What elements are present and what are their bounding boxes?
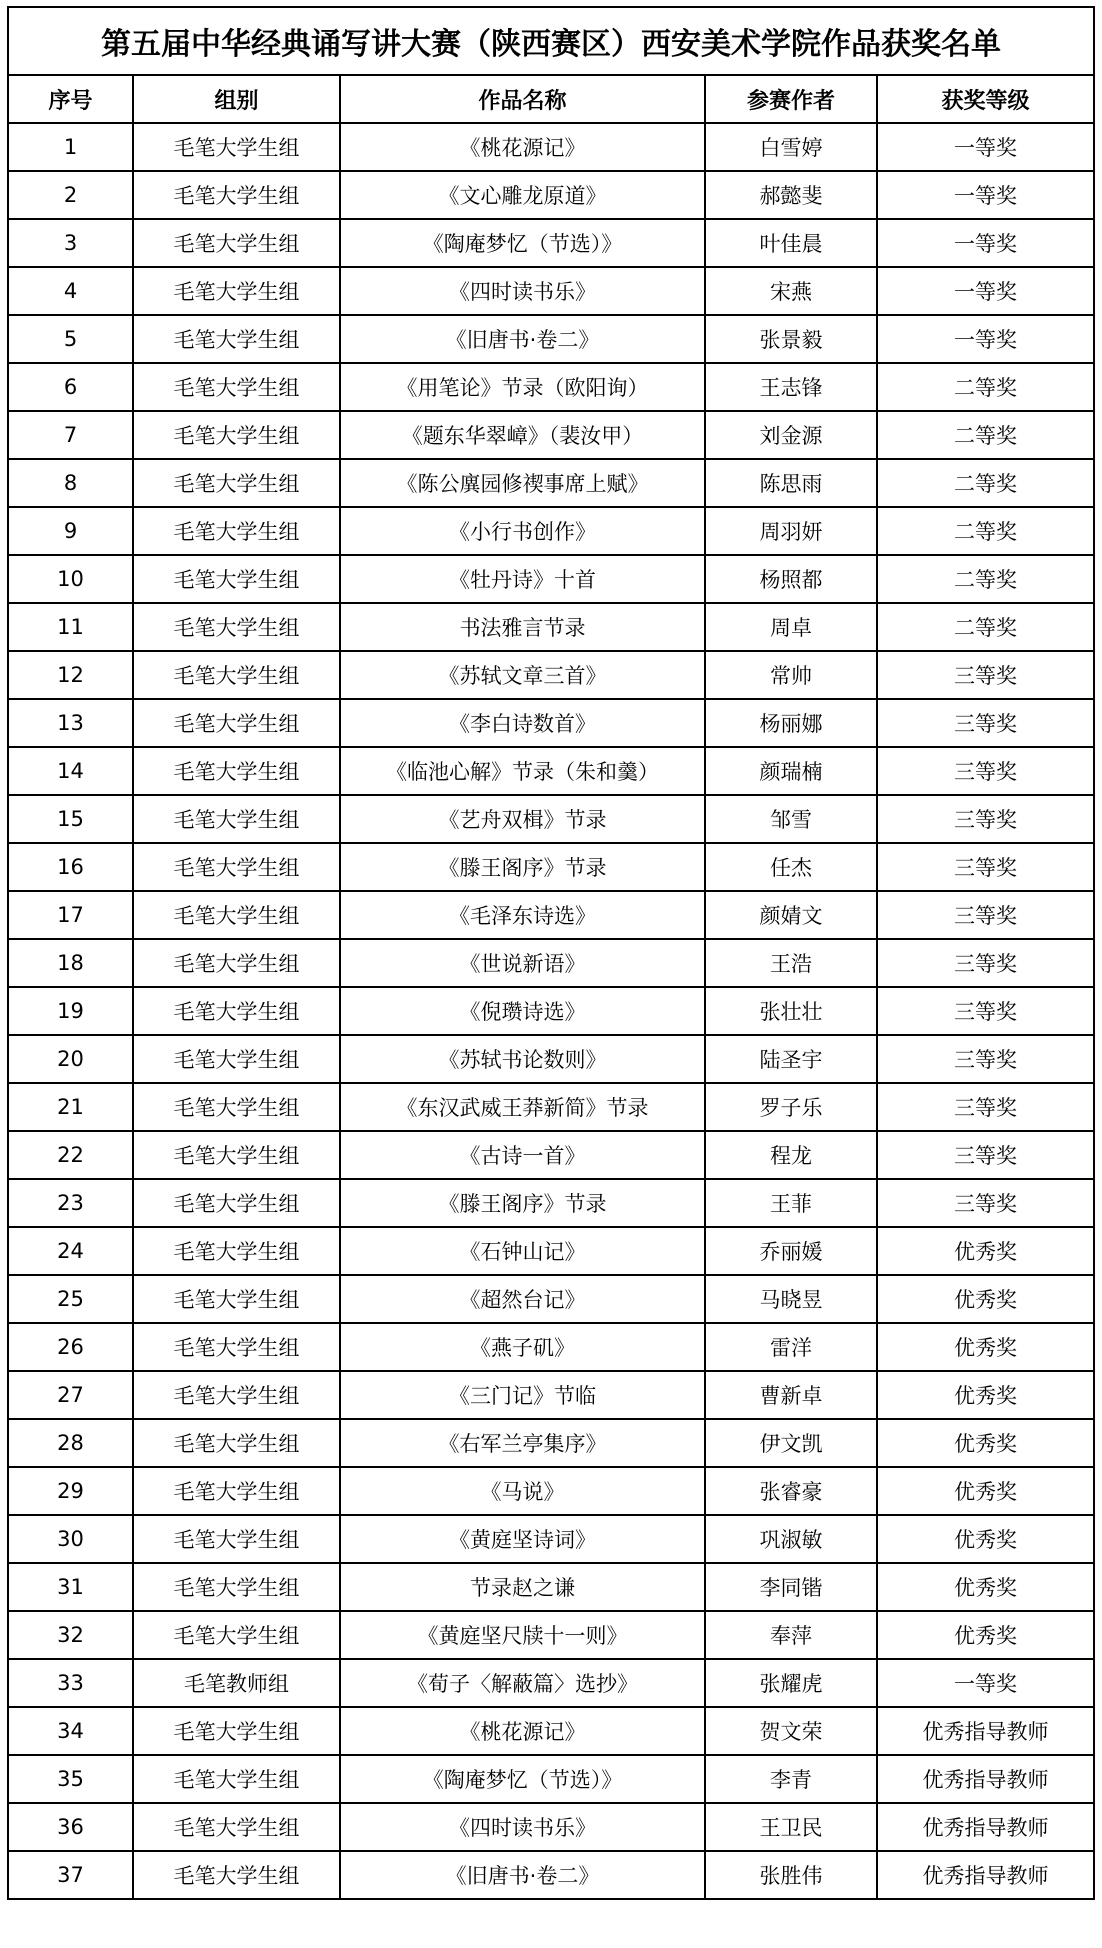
header-index: 序号 — [8, 75, 133, 123]
cell-index: 24 — [8, 1227, 133, 1275]
cell-award-level: 三等奖 — [877, 747, 1094, 795]
cell-award-level: 三等奖 — [877, 1179, 1094, 1227]
cell-group: 毛笔大学生组 — [133, 1275, 340, 1323]
cell-work-title: 《荀子〈解蔽篇〉选抄》 — [340, 1659, 705, 1707]
table-row — [8, 507, 1094, 555]
table-row — [8, 1563, 1094, 1611]
cell-group: 毛笔大学生组 — [133, 1467, 340, 1515]
cell-author: 伊文凯 — [705, 1419, 877, 1467]
award-table — [7, 6, 1095, 1900]
cell-group: 毛笔大学生组 — [133, 1227, 340, 1275]
cell-index: 13 — [8, 699, 133, 747]
cell-index: 27 — [8, 1371, 133, 1419]
cell-index: 25 — [8, 1275, 133, 1323]
table-row — [8, 1275, 1094, 1323]
cell-index: 20 — [8, 1035, 133, 1083]
cell-award-level: 三等奖 — [877, 843, 1094, 891]
table-row — [8, 1227, 1094, 1275]
cell-group: 毛笔大学生组 — [133, 507, 340, 555]
cell-award-level: 三等奖 — [877, 939, 1094, 987]
table-row — [8, 939, 1094, 987]
cell-award-level: 三等奖 — [877, 795, 1094, 843]
table-row — [8, 1611, 1094, 1659]
cell-author: 马晓昱 — [705, 1275, 877, 1323]
cell-group: 毛笔大学生组 — [133, 603, 340, 651]
cell-award-level: 二等奖 — [877, 603, 1094, 651]
cell-author: 雷洋 — [705, 1323, 877, 1371]
cell-group: 毛笔大学生组 — [133, 315, 340, 363]
cell-work-title: 《桃花源记》 — [340, 1707, 705, 1755]
cell-work-title: 《桃花源记》 — [340, 123, 705, 171]
cell-group: 毛笔大学生组 — [133, 555, 340, 603]
cell-work-title: 《陈公廙园修禊事席上赋》 — [340, 459, 705, 507]
header-author: 参赛作者 — [705, 75, 877, 123]
table-row — [8, 1035, 1094, 1083]
cell-author: 张耀虎 — [705, 1659, 877, 1707]
cell-group: 毛笔大学生组 — [133, 1131, 340, 1179]
cell-author: 程龙 — [705, 1131, 877, 1179]
cell-award-level: 优秀指导教师 — [877, 1851, 1094, 1899]
cell-index: 9 — [8, 507, 133, 555]
cell-index: 31 — [8, 1563, 133, 1611]
table-row — [8, 315, 1094, 363]
cell-index: 35 — [8, 1755, 133, 1803]
cell-award-level: 二等奖 — [877, 555, 1094, 603]
cell-group: 毛笔大学生组 — [133, 411, 340, 459]
cell-work-title: 《四时读书乐》 — [340, 267, 705, 315]
cell-award-level: 三等奖 — [877, 891, 1094, 939]
cell-group: 毛笔大学生组 — [133, 987, 340, 1035]
cell-index: 11 — [8, 603, 133, 651]
table-row — [8, 267, 1094, 315]
cell-author: 颜瑞楠 — [705, 747, 877, 795]
cell-group: 毛笔大学生组 — [133, 363, 340, 411]
cell-work-title: 《燕子矶》 — [340, 1323, 705, 1371]
cell-index: 17 — [8, 891, 133, 939]
cell-work-title: 节录赵之谦 — [340, 1563, 705, 1611]
cell-index: 10 — [8, 555, 133, 603]
cell-work-title: 《艺舟双楫》节录 — [340, 795, 705, 843]
cell-index: 36 — [8, 1803, 133, 1851]
cell-award-level: 一等奖 — [877, 171, 1094, 219]
table-row — [8, 1131, 1094, 1179]
cell-award-level: 一等奖 — [877, 315, 1094, 363]
cell-work-title: 《三门记》节临 — [340, 1371, 705, 1419]
table-row — [8, 1323, 1094, 1371]
cell-group: 毛笔大学生组 — [133, 1419, 340, 1467]
cell-index: 1 — [8, 123, 133, 171]
table-row — [8, 219, 1094, 267]
cell-award-level: 二等奖 — [877, 507, 1094, 555]
cell-work-title: 《陶庵梦忆（节选）》 — [340, 1755, 705, 1803]
cell-award-level: 一等奖 — [877, 123, 1094, 171]
cell-work-title: 《右军兰亭集序》 — [340, 1419, 705, 1467]
table-row — [8, 1179, 1094, 1227]
cell-author: 陆圣宇 — [705, 1035, 877, 1083]
cell-author: 李同锴 — [705, 1563, 877, 1611]
cell-author: 张景毅 — [705, 315, 877, 363]
cell-award-level: 三等奖 — [877, 1131, 1094, 1179]
cell-work-title: 《四时读书乐》 — [340, 1803, 705, 1851]
cell-group: 毛笔大学生组 — [133, 267, 340, 315]
cell-group: 毛笔大学生组 — [133, 1611, 340, 1659]
cell-group: 毛笔大学生组 — [133, 795, 340, 843]
cell-group: 毛笔大学生组 — [133, 219, 340, 267]
cell-award-level: 优秀指导教师 — [877, 1707, 1094, 1755]
cell-author: 刘金源 — [705, 411, 877, 459]
cell-group: 毛笔大学生组 — [133, 1083, 340, 1131]
cell-author: 常帅 — [705, 651, 877, 699]
cell-award-level: 三等奖 — [877, 699, 1094, 747]
cell-author: 巩淑敏 — [705, 1515, 877, 1563]
cell-index: 2 — [8, 171, 133, 219]
cell-index: 23 — [8, 1179, 133, 1227]
cell-work-title: 《文心雕龙原道》 — [340, 171, 705, 219]
table-row — [8, 459, 1094, 507]
cell-work-title: 《马说》 — [340, 1467, 705, 1515]
cell-index: 4 — [8, 267, 133, 315]
cell-author: 罗子乐 — [705, 1083, 877, 1131]
cell-author: 曹新卓 — [705, 1371, 877, 1419]
cell-award-level: 二等奖 — [877, 363, 1094, 411]
cell-index: 7 — [8, 411, 133, 459]
cell-author: 王浩 — [705, 939, 877, 987]
cell-group: 毛笔大学生组 — [133, 1563, 340, 1611]
cell-index: 29 — [8, 1467, 133, 1515]
table-row — [8, 651, 1094, 699]
cell-index: 26 — [8, 1323, 133, 1371]
cell-group: 毛笔大学生组 — [133, 699, 340, 747]
cell-group: 毛笔大学生组 — [133, 747, 340, 795]
cell-work-title: 《黄庭坚尺牍十一则》 — [340, 1611, 705, 1659]
header-row — [8, 75, 1094, 123]
award-list-document — [7, 6, 1093, 1900]
cell-award-level: 二等奖 — [877, 411, 1094, 459]
cell-group: 毛笔大学生组 — [133, 1515, 340, 1563]
cell-index: 37 — [8, 1851, 133, 1899]
cell-author: 白雪婷 — [705, 123, 877, 171]
table-row — [8, 1515, 1094, 1563]
cell-work-title: 《陶庵梦忆（节选）》 — [340, 219, 705, 267]
table-row — [8, 1755, 1094, 1803]
cell-index: 5 — [8, 315, 133, 363]
cell-work-title: 《题东华翠嶂》（裴汝甲） — [340, 411, 705, 459]
cell-award-level: 优秀奖 — [877, 1515, 1094, 1563]
cell-author: 贺文荣 — [705, 1707, 877, 1755]
cell-award-level: 优秀奖 — [877, 1467, 1094, 1515]
cell-work-title: 《牡丹诗》十首 — [340, 555, 705, 603]
cell-work-title: 《世说新语》 — [340, 939, 705, 987]
cell-author: 周卓 — [705, 603, 877, 651]
cell-award-level: 三等奖 — [877, 1035, 1094, 1083]
cell-work-title: 书法雅言节录 — [340, 603, 705, 651]
cell-index: 6 — [8, 363, 133, 411]
cell-award-level: 三等奖 — [877, 987, 1094, 1035]
cell-award-level: 优秀指导教师 — [877, 1803, 1094, 1851]
table-row — [8, 123, 1094, 171]
cell-group: 毛笔大学生组 — [133, 171, 340, 219]
cell-index: 18 — [8, 939, 133, 987]
cell-group: 毛笔大学生组 — [133, 1803, 340, 1851]
cell-award-level: 优秀奖 — [877, 1419, 1094, 1467]
table-row — [8, 363, 1094, 411]
table-row — [8, 1659, 1094, 1707]
header-work-title: 作品名称 — [340, 75, 705, 123]
cell-award-level: 一等奖 — [877, 219, 1094, 267]
table-row — [8, 891, 1094, 939]
cell-author: 任杰 — [705, 843, 877, 891]
cell-award-level: 一等奖 — [877, 267, 1094, 315]
cell-work-title: 《李白诗数首》 — [340, 699, 705, 747]
cell-award-level: 三等奖 — [877, 651, 1094, 699]
cell-work-title: 《旧唐书·卷二》 — [340, 1851, 705, 1899]
cell-work-title: 《毛泽东诗选》 — [340, 891, 705, 939]
cell-author: 张胜伟 — [705, 1851, 877, 1899]
cell-award-level: 优秀奖 — [877, 1371, 1094, 1419]
cell-author: 乔丽媛 — [705, 1227, 877, 1275]
cell-work-title: 《临池心解》节录（朱和羹） — [340, 747, 705, 795]
cell-work-title: 《东汉武威王莽新简》节录 — [340, 1083, 705, 1131]
cell-work-title: 《滕王阁序》节录 — [340, 843, 705, 891]
cell-index: 32 — [8, 1611, 133, 1659]
cell-author: 王卫民 — [705, 1803, 877, 1851]
cell-index: 30 — [8, 1515, 133, 1563]
cell-award-level: 一等奖 — [877, 1659, 1094, 1707]
table-row — [8, 1707, 1094, 1755]
cell-index: 3 — [8, 219, 133, 267]
table-row — [8, 171, 1094, 219]
cell-work-title: 《超然台记》 — [340, 1275, 705, 1323]
cell-index: 15 — [8, 795, 133, 843]
cell-author: 张壮壮 — [705, 987, 877, 1035]
cell-group: 毛笔大学生组 — [133, 459, 340, 507]
cell-group: 毛笔大学生组 — [133, 1707, 340, 1755]
table-row — [8, 411, 1094, 459]
header-award-level: 获奖等级 — [877, 75, 1094, 123]
table-row — [8, 1419, 1094, 1467]
title-row — [8, 7, 1094, 75]
table-row — [8, 1467, 1094, 1515]
cell-index: 19 — [8, 987, 133, 1035]
cell-work-title: 《黄庭坚诗词》 — [340, 1515, 705, 1563]
cell-index: 22 — [8, 1131, 133, 1179]
table-row — [8, 1803, 1094, 1851]
table-row — [8, 1371, 1094, 1419]
cell-work-title: 《用笔论》节录（欧阳询） — [340, 363, 705, 411]
cell-award-level: 优秀奖 — [877, 1275, 1094, 1323]
cell-index: 28 — [8, 1419, 133, 1467]
cell-group: 毛笔大学生组 — [133, 1035, 340, 1083]
cell-author: 周羽妍 — [705, 507, 877, 555]
cell-award-level: 二等奖 — [877, 459, 1094, 507]
cell-author: 郝懿斐 — [705, 171, 877, 219]
cell-group: 毛笔教师组 — [133, 1659, 340, 1707]
cell-author: 王志锋 — [705, 363, 877, 411]
cell-group: 毛笔大学生组 — [133, 123, 340, 171]
cell-work-title: 《旧唐书·卷二》 — [340, 315, 705, 363]
cell-award-level: 优秀奖 — [877, 1563, 1094, 1611]
cell-author: 奉萍 — [705, 1611, 877, 1659]
table-row — [8, 747, 1094, 795]
table-row — [8, 1083, 1094, 1131]
table-row — [8, 1851, 1094, 1899]
cell-award-level: 优秀奖 — [877, 1611, 1094, 1659]
cell-group: 毛笔大学生组 — [133, 1755, 340, 1803]
table-row — [8, 843, 1094, 891]
cell-index: 12 — [8, 651, 133, 699]
cell-award-level: 优秀指导教师 — [877, 1755, 1094, 1803]
cell-work-title: 《苏轼书论数则》 — [340, 1035, 705, 1083]
cell-work-title: 《古诗一首》 — [340, 1131, 705, 1179]
table-body — [8, 123, 1094, 1899]
cell-author: 王菲 — [705, 1179, 877, 1227]
cell-group: 毛笔大学生组 — [133, 1371, 340, 1419]
cell-group: 毛笔大学生组 — [133, 1323, 340, 1371]
cell-group: 毛笔大学生组 — [133, 651, 340, 699]
cell-index: 16 — [8, 843, 133, 891]
cell-work-title: 《苏轼文章三首》 — [340, 651, 705, 699]
cell-work-title: 《倪瓒诗选》 — [340, 987, 705, 1035]
cell-author: 张睿豪 — [705, 1467, 877, 1515]
cell-award-level: 优秀奖 — [877, 1323, 1094, 1371]
cell-work-title: 《石钟山记》 — [340, 1227, 705, 1275]
cell-author: 叶佳晨 — [705, 219, 877, 267]
table-row — [8, 603, 1094, 651]
table-row — [8, 987, 1094, 1035]
cell-index: 8 — [8, 459, 133, 507]
table-row — [8, 699, 1094, 747]
document-title: 第五届中华经典诵写讲大赛（陕西赛区）西安美术学院作品获奖名单 — [8, 7, 1094, 75]
cell-group: 毛笔大学生组 — [133, 1851, 340, 1899]
cell-group: 毛笔大学生组 — [133, 939, 340, 987]
cell-index: 21 — [8, 1083, 133, 1131]
cell-index: 34 — [8, 1707, 133, 1755]
cell-award-level: 优秀奖 — [877, 1227, 1094, 1275]
cell-index: 33 — [8, 1659, 133, 1707]
cell-author: 李青 — [705, 1755, 877, 1803]
cell-work-title: 《小行书创作》 — [340, 507, 705, 555]
cell-group: 毛笔大学生组 — [133, 843, 340, 891]
cell-author: 杨照都 — [705, 555, 877, 603]
table-row — [8, 795, 1094, 843]
header-group: 组别 — [133, 75, 340, 123]
cell-work-title: 《滕王阁序》节录 — [340, 1179, 705, 1227]
cell-index: 14 — [8, 747, 133, 795]
cell-author: 宋燕 — [705, 267, 877, 315]
cell-author: 陈思雨 — [705, 459, 877, 507]
cell-author: 杨丽娜 — [705, 699, 877, 747]
cell-group: 毛笔大学生组 — [133, 1179, 340, 1227]
cell-award-level: 三等奖 — [877, 1083, 1094, 1131]
table-row — [8, 555, 1094, 603]
cell-author: 邹雪 — [705, 795, 877, 843]
cell-group: 毛笔大学生组 — [133, 891, 340, 939]
cell-author: 颜婧文 — [705, 891, 877, 939]
